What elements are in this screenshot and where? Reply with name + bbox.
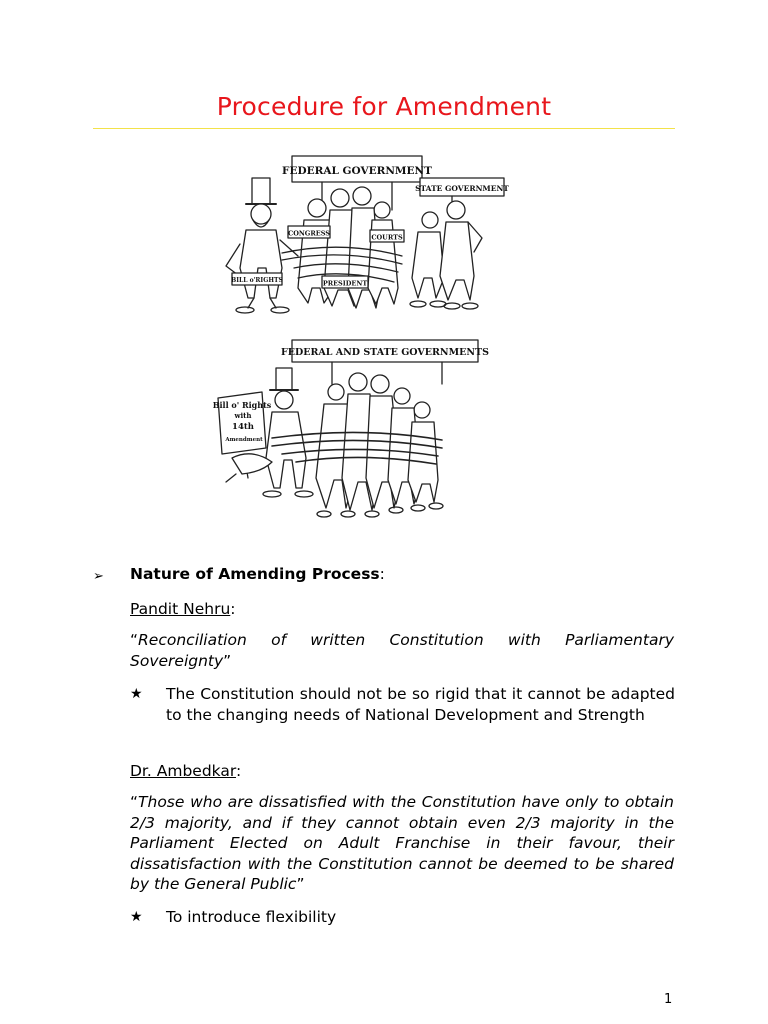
page-title: Procedure for Amendment	[216, 92, 552, 121]
uncle-sam-figure-top	[226, 178, 298, 313]
label-congress: CONGRESS	[288, 229, 330, 238]
arrow-bullet-icon: ➢	[93, 569, 104, 584]
nehru-name-line	[130, 599, 674, 620]
nehru-point: The Constitution should not be so rigid that it cannot be adapted to the changing needs of National Development and Strength	[166, 685, 675, 724]
page-number: 1	[664, 992, 673, 1007]
section-heading-colon: :	[379, 565, 385, 583]
ambedkar-quote-close: ”	[296, 875, 305, 893]
label-president: PRESIDENT	[322, 279, 368, 288]
sign-bill-line-1: Bill o' Rights	[212, 400, 272, 410]
sign-state-government: STATE GOVERNMENT	[415, 184, 509, 193]
uncle-sam-figure-bottom	[263, 368, 313, 497]
nehru-quote-close: ”	[223, 651, 232, 670]
ambedkar-quote-text: Those who are dissatisfied with the Constitution have only to obtain 2/3 majority, and if they cannot obtain even 2/3 majority in the Parliament Elected on Adult Franchise in their favour, their dissatisfaction with the Constitution cannot be deemed to be shared by the General Public	[130, 793, 674, 893]
nehru-quote	[130, 630, 674, 671]
title-rule	[93, 128, 675, 129]
ambedkar-name-line	[130, 761, 674, 782]
section-heading	[130, 564, 674, 585]
nehru-colon: :	[230, 600, 236, 618]
amendment-cartoon	[212, 148, 532, 523]
sign-bill-line-2: with	[234, 411, 252, 420]
sign-federal-government: FEDERAL GOVERNMENT	[282, 165, 432, 177]
ambedkar-point: To introduce flexibility	[166, 908, 337, 926]
sign-bill-line-4: Amendment	[225, 437, 263, 443]
star-bullet-icon: ★	[130, 909, 143, 925]
nehru-quote-open: “	[130, 631, 139, 649]
label-courts: COURTS	[371, 233, 403, 242]
ambedkar-quote	[130, 792, 674, 895]
ambedkar-quote-open: “	[130, 793, 139, 811]
government-group-top	[282, 187, 404, 308]
nehru-quote-text: Reconciliation of written Constitution with Parliamentary Sovereignty	[130, 631, 674, 670]
section-heading-text: Nature of Amending Process	[130, 565, 380, 583]
star-bullet-icon: ★	[130, 686, 143, 702]
state-group-top	[410, 201, 482, 309]
label-bill-of-rights: BILL o'RIGHTS	[231, 277, 283, 284]
sign-bill-line-3: 14th	[232, 422, 254, 432]
nehru-name: Pandit Nehru	[130, 600, 231, 618]
sign-federal-and-state: FEDERAL AND STATE GOVERNMENTS	[281, 347, 489, 358]
ambedkar-colon: :	[235, 762, 242, 780]
ambedkar-name: Dr. Ambedkar	[130, 762, 236, 780]
